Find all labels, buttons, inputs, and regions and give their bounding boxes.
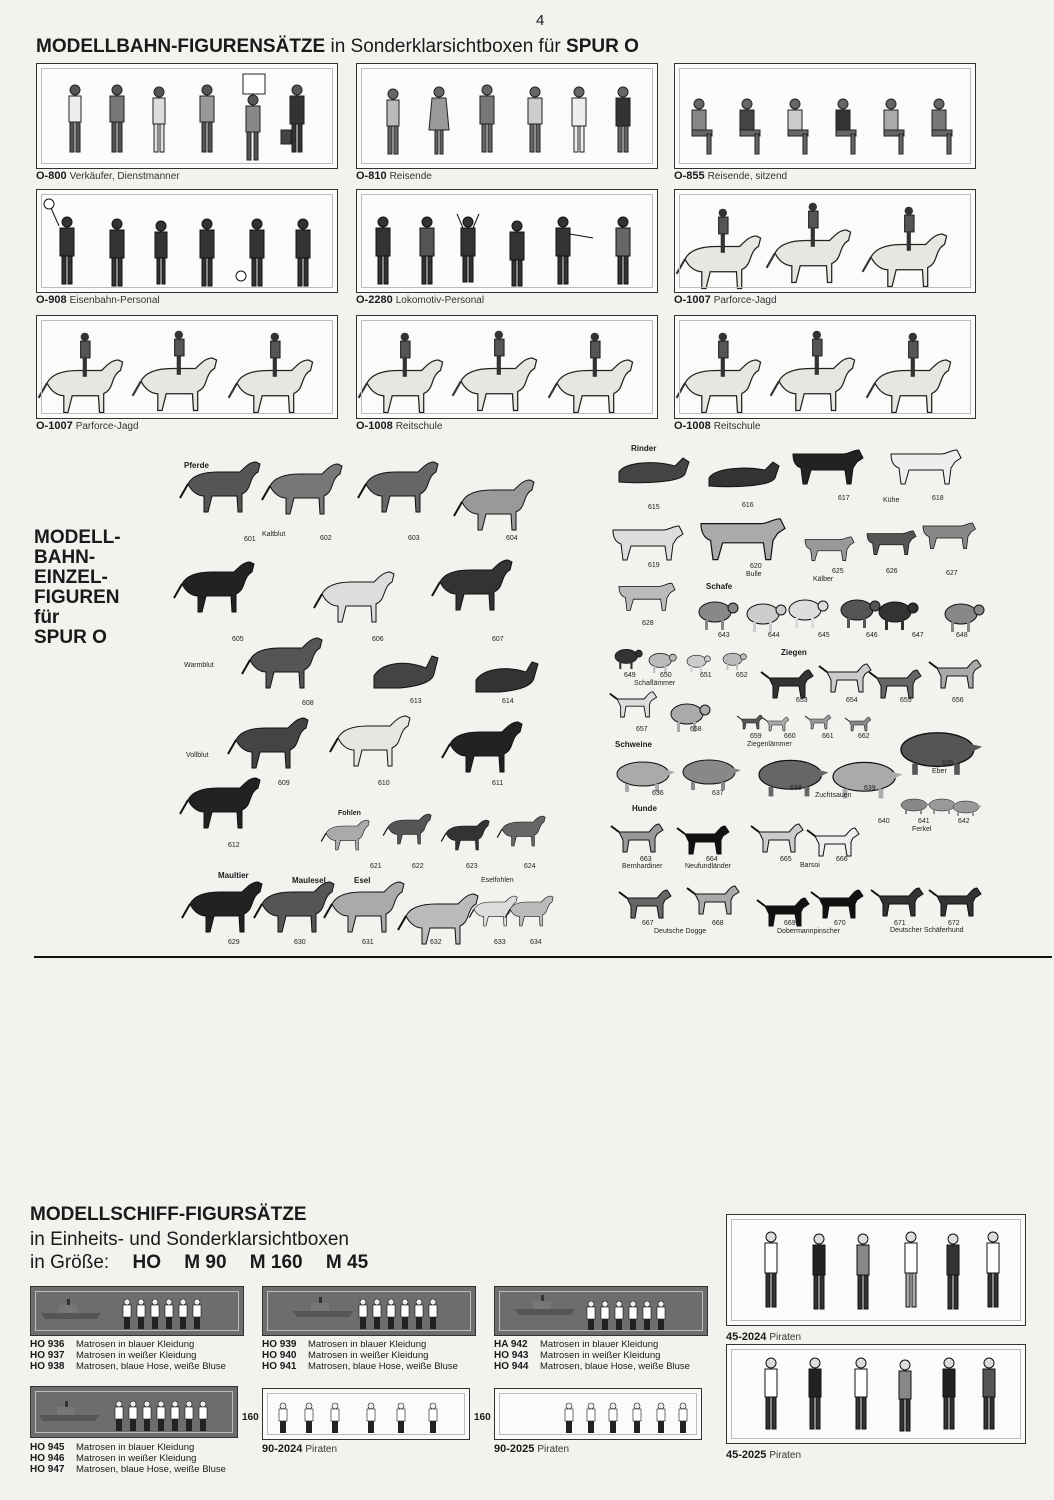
caption-o2280: O-2280 Lokomotiv-Personal bbox=[356, 294, 485, 306]
size-m160: M 160 bbox=[249, 1252, 303, 1273]
num-631: 631 bbox=[362, 939, 374, 946]
einzel-title: MODELL- BAHN- EINZEL- FIGUREN für SPUR O bbox=[34, 527, 121, 648]
num-654: 654 bbox=[846, 697, 858, 704]
label-eselfohlen: Eselfohlen bbox=[481, 877, 514, 884]
ship-box-ho945 bbox=[30, 1386, 238, 1438]
label-fohlen: Fohlen bbox=[338, 810, 361, 817]
label-kaelber: Kälber bbox=[813, 576, 834, 583]
num-648: 648 bbox=[956, 632, 968, 639]
num-646: 646 bbox=[866, 632, 878, 639]
num-628: 628 bbox=[642, 620, 654, 627]
label-neufundlaender: Neufundländer bbox=[685, 863, 731, 870]
num-671: 671 bbox=[894, 920, 906, 927]
caption-o1007-b: O-1007 Parforce-Jagd bbox=[36, 420, 139, 432]
num-604: 604 bbox=[506, 535, 518, 542]
num-625: 625 bbox=[832, 568, 844, 575]
label-pferde: Pferde bbox=[184, 461, 209, 470]
num-624: 624 bbox=[524, 863, 536, 870]
ship-box-ho939 bbox=[262, 1286, 476, 1336]
num-653: 653 bbox=[796, 697, 808, 704]
label-schaeferhund: Deutscher Schäferhund bbox=[890, 927, 964, 934]
ship-caption-1: HO 936 Matrosen in blauer Kleidung HO 937 Matrosen in weißer Kleidung HO 938 Matrosen, blaue Hose, weiße Bluse bbox=[30, 1339, 226, 1372]
num-669: 669 bbox=[784, 920, 796, 927]
pirate-figures-90-2025 bbox=[495, 1389, 701, 1439]
num-614: 614 bbox=[502, 698, 514, 705]
ship-figures-2 bbox=[263, 1287, 475, 1335]
caption-o1007-a: O-1007 Parforce-Jagd bbox=[674, 294, 777, 306]
num-644: 644 bbox=[768, 632, 780, 639]
num-630: 630 bbox=[294, 939, 306, 946]
num-670: 670 bbox=[834, 920, 846, 927]
num-607: 607 bbox=[492, 636, 504, 643]
label-deutsche-dogge: Deutsche Dogge bbox=[654, 928, 707, 935]
figures-o810 bbox=[357, 64, 657, 168]
num-640: 640 bbox=[878, 818, 890, 825]
figure-box-o908 bbox=[36, 189, 338, 293]
caption-o908: O-908 Eisenbahn-Personal bbox=[36, 294, 160, 306]
num-627: 627 bbox=[946, 570, 958, 577]
num-622: 622 bbox=[412, 863, 424, 870]
caption-o1008-b: O-1008 Reitschule bbox=[674, 420, 761, 432]
num-647: 647 bbox=[912, 632, 924, 639]
num-660: 660 bbox=[784, 733, 796, 740]
pirate-figures-45-2024 bbox=[727, 1215, 1025, 1325]
num-634: 634 bbox=[530, 939, 542, 946]
figure-box-o810 bbox=[356, 63, 658, 169]
label-bernhardiner: Bernhardiner bbox=[622, 863, 663, 870]
label-rinder: Rinder bbox=[631, 444, 657, 453]
label-hunde: Hunde bbox=[632, 804, 657, 813]
num-668: 668 bbox=[712, 920, 724, 927]
ship-sizes bbox=[30, 1252, 368, 1274]
num-652: 652 bbox=[736, 672, 748, 679]
num-616: 616 bbox=[742, 502, 754, 509]
num-643: 643 bbox=[718, 632, 730, 639]
num-657: 657 bbox=[636, 726, 648, 733]
figures-o1007-a bbox=[675, 190, 975, 292]
label-schweine: Schweine bbox=[615, 740, 652, 749]
num-618: 618 bbox=[932, 495, 944, 502]
figure-box-o1007-a bbox=[674, 189, 976, 293]
label-vollblut: Vollblut bbox=[186, 752, 209, 759]
num-635: 635 bbox=[942, 760, 954, 767]
figures-o1008-b bbox=[675, 316, 975, 418]
ship-sizes-prefix: in Größe: bbox=[30, 1252, 110, 1273]
num-639: 639 bbox=[864, 785, 876, 792]
num-603: 603 bbox=[408, 535, 420, 542]
num-612: 612 bbox=[228, 842, 240, 849]
num-633: 633 bbox=[494, 939, 506, 946]
label-kuehe: Kühe bbox=[883, 497, 900, 504]
ship-caption-4: HO 945 Matrosen in blauer Kleidung HO 946 Matrosen in weißer Kleidung HO 947 Matrosen, blaue Hose, weiße Bluse bbox=[30, 1442, 226, 1475]
pirate-caption-90-2024: 90-2024 Piraten bbox=[262, 1443, 338, 1455]
figures-o1007-b bbox=[37, 316, 337, 418]
num-638: 638 bbox=[790, 785, 802, 792]
num-620: 620 bbox=[750, 563, 762, 570]
label-barsoi: Barsoi bbox=[800, 862, 820, 869]
size-ho: HO bbox=[132, 1252, 161, 1273]
figure-box-o855 bbox=[674, 63, 976, 169]
pirate-figures-90-2024 bbox=[263, 1389, 469, 1439]
pirate-box-90-2024 bbox=[262, 1388, 470, 1440]
num-617: 617 bbox=[838, 495, 850, 502]
caption-o800: O-800 Verkäufer, Dienstmanner bbox=[36, 170, 180, 182]
label-eber: Eber bbox=[932, 768, 947, 775]
ship-caption-2: HO 939 Matrosen in blauer Kleidung HO 940 Matrosen in weißer Kleidung HO 941 Matrosen, blaue Hose, weiße Bluse bbox=[262, 1339, 458, 1372]
figure-box-o1008-a bbox=[356, 315, 658, 419]
pirate-figures-45-2025 bbox=[727, 1345, 1025, 1443]
num-666: 666 bbox=[836, 856, 848, 863]
num-642: 642 bbox=[958, 818, 970, 825]
size-m45: M 45 bbox=[325, 1252, 369, 1273]
num-661: 661 bbox=[822, 733, 834, 740]
label-ziegenlaemmer: Ziegenlämmer bbox=[747, 741, 792, 748]
label-zuchtsauen: Zuchtsauen bbox=[815, 792, 852, 799]
pirate-caption-45-2024: 45-2024 Piraten bbox=[726, 1331, 802, 1343]
num-619: 619 bbox=[648, 562, 660, 569]
num-663: 663 bbox=[640, 856, 652, 863]
label-kaltblut: Kaltblut bbox=[262, 531, 286, 538]
ship-box-ho936 bbox=[30, 1286, 244, 1336]
label-warmblut: Warmblut bbox=[184, 662, 214, 669]
pirate-box-45-2024 bbox=[726, 1214, 1026, 1326]
label-maulesel: Maulesel bbox=[292, 876, 326, 885]
caption-o810: O-810 Reisende bbox=[356, 170, 432, 182]
size-m90: M 90 bbox=[184, 1252, 227, 1273]
figures-o1008-a bbox=[357, 316, 657, 418]
caption-o855: O-855 Reisende, sitzend bbox=[674, 170, 788, 182]
figure-box-o1008-b bbox=[674, 315, 976, 419]
num-650: 650 bbox=[660, 672, 672, 679]
pirate-box-45-2025 bbox=[726, 1344, 1026, 1444]
label-bulle: Bulle bbox=[746, 571, 762, 578]
label-ferkel: Ferkel bbox=[912, 826, 932, 833]
num-658: 658 bbox=[690, 726, 702, 733]
num-605: 605 bbox=[232, 636, 244, 643]
ship-figures-4 bbox=[31, 1387, 237, 1437]
page-number: 4 bbox=[536, 12, 545, 29]
num-664: 664 bbox=[706, 856, 718, 863]
heading-bold-left: MODELLBAHN-FIGURENSÄTZE bbox=[36, 36, 326, 57]
figure-box-o2280 bbox=[356, 189, 658, 293]
num-615: 615 bbox=[648, 504, 660, 511]
heading-normal: in Sonderklarsichtboxen für bbox=[330, 36, 561, 57]
page-heading bbox=[36, 36, 639, 58]
label-dobermann: Dobermannpinscher bbox=[777, 928, 841, 935]
figures-o908 bbox=[37, 190, 337, 292]
ship-subtitle: in Einheits- und Sonderklarsichtboxen bbox=[30, 1229, 349, 1250]
num-656: 656 bbox=[952, 697, 964, 704]
figures-o800 bbox=[37, 64, 337, 168]
ship-title: MODELLSCHIFF-FIGURSÄTZE bbox=[30, 1204, 307, 1225]
num-645: 645 bbox=[818, 632, 830, 639]
size-label-160-b: 160 bbox=[474, 1412, 491, 1423]
pirate-caption-90-2025: 90-2025 Piraten bbox=[494, 1443, 570, 1455]
num-641: 641 bbox=[918, 818, 930, 825]
figure-box-o800 bbox=[36, 63, 338, 169]
ship-caption-3: HA 942 Matrosen in blauer Kleidung HO 943 Matrosen in weißer Kleidung HO 944 Matrosen, blaue Hose, weiße Bluse bbox=[494, 1339, 690, 1372]
num-601: 601 bbox=[244, 536, 256, 543]
size-label-160-a: 160 bbox=[242, 1412, 259, 1423]
num-636: 636 bbox=[652, 790, 664, 797]
num-632: 632 bbox=[430, 939, 442, 946]
num-602: 602 bbox=[320, 535, 332, 542]
figure-box-o1007-b bbox=[36, 315, 338, 419]
label-esel: Esel bbox=[354, 876, 371, 885]
ship-figures-3 bbox=[495, 1287, 707, 1335]
label-schafe: Schafe bbox=[706, 582, 733, 591]
num-621: 621 bbox=[370, 863, 382, 870]
label-ziegen: Ziegen bbox=[781, 648, 807, 657]
num-609: 609 bbox=[278, 780, 290, 787]
num-659: 659 bbox=[750, 733, 762, 740]
num-649: 649 bbox=[624, 672, 636, 679]
heading-bold-right: SPUR O bbox=[566, 36, 639, 57]
farm-animal-illustrations bbox=[605, 440, 1005, 950]
num-672: 672 bbox=[948, 920, 960, 927]
num-655: 655 bbox=[900, 697, 912, 704]
pirate-caption-45-2025: 45-2025 Piraten bbox=[726, 1449, 802, 1461]
num-626: 626 bbox=[886, 568, 898, 575]
num-606: 606 bbox=[372, 636, 384, 643]
ship-figures-1 bbox=[31, 1287, 243, 1335]
caption-o1008-a: O-1008 Reitschule bbox=[356, 420, 443, 432]
label-schaflaemmer: Schaflämmer bbox=[634, 680, 676, 687]
figures-o2280 bbox=[357, 190, 657, 292]
num-610: 610 bbox=[378, 780, 390, 787]
num-667: 667 bbox=[642, 920, 654, 927]
num-608: 608 bbox=[302, 700, 314, 707]
section-divider bbox=[34, 956, 1052, 958]
num-611: 611 bbox=[492, 780, 504, 787]
num-637: 637 bbox=[712, 790, 724, 797]
ship-box-ha942 bbox=[494, 1286, 708, 1336]
num-613: 613 bbox=[410, 698, 422, 705]
num-662: 662 bbox=[858, 733, 870, 740]
figures-o855 bbox=[675, 64, 975, 168]
num-651: 651 bbox=[700, 672, 712, 679]
num-665: 665 bbox=[780, 856, 792, 863]
num-623: 623 bbox=[466, 863, 478, 870]
num-629: 629 bbox=[228, 939, 240, 946]
pirate-box-90-2025 bbox=[494, 1388, 702, 1440]
label-maultier: Maultier bbox=[218, 871, 249, 880]
